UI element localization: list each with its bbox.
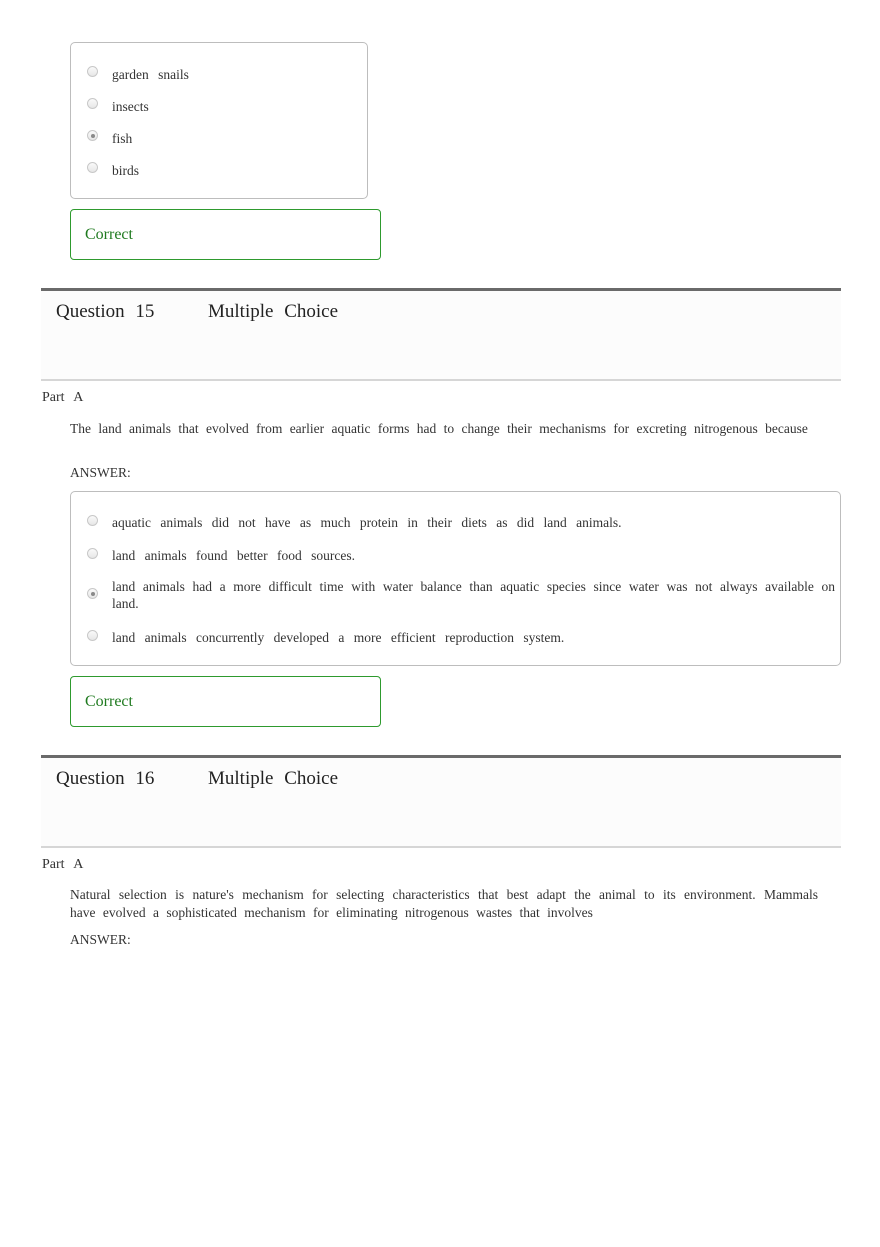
q15-option-3[interactable]	[87, 578, 835, 612]
q16-type: Multiple Choice	[208, 768, 339, 789]
q15-type: Multiple Choice	[208, 301, 339, 322]
q16-title: Question 16	[56, 768, 155, 789]
q15-divider	[41, 379, 841, 381]
q16-question-text: Natural selection is nature's mechanism for selecting characteristics that best adapt the animal to its environment. Mammals have evolved a sophisticated mechanism for eliminating nitrogenous wastes that involves	[70, 887, 818, 920]
q15-option-2[interactable]	[87, 547, 812, 564]
q14-option-1-label: garden snails	[112, 67, 189, 82]
q15-feedback-text: Correct	[85, 692, 133, 710]
q16-divider	[41, 846, 841, 848]
q16-answer-label: ANSWER:	[70, 932, 131, 947]
q15-answer-label: ANSWER:	[70, 465, 131, 480]
q14-option-3[interactable]	[87, 130, 132, 147]
q14-radio-3[interactable]	[87, 130, 98, 141]
q15-option-4-label: land animals concurrently developed a more efficient reproduction system.	[112, 630, 565, 645]
q14-option-4-label: birds	[112, 163, 139, 178]
q15-option-3-label: land animals had a more difficult time with water balance than aquatic species since water was not always available on land.	[112, 579, 835, 611]
q14-feedback-box	[70, 209, 381, 260]
q15-option-2-label: land animals found better food sources.	[112, 548, 355, 563]
q14-option-1[interactable]	[87, 66, 189, 83]
q14-radio-2[interactable]	[87, 98, 98, 109]
q14-radio-1[interactable]	[87, 66, 98, 77]
q15-radio-3[interactable]	[87, 588, 98, 599]
q15-option-1-label: aquatic animals did not have as much protein in their diets as did land animals.	[112, 515, 622, 530]
q16-header	[41, 758, 841, 846]
q14-option-4[interactable]	[87, 162, 139, 179]
q15-option-1[interactable]	[87, 514, 812, 531]
q15-question-text: The land animals that evolved from earlier aquatic forms had to change their mechanisms for excreting nitrogenous because	[70, 421, 808, 436]
q15-options-panel	[70, 491, 841, 666]
q15-title: Question 15	[56, 301, 155, 322]
q14-feedback-text: Correct	[85, 225, 133, 243]
q15-radio-2[interactable]	[87, 548, 98, 559]
q15-option-4[interactable]	[87, 629, 812, 646]
q15-feedback-box	[70, 676, 381, 727]
q15-radio-4[interactable]	[87, 630, 98, 641]
q15-header	[41, 291, 841, 379]
q14-radio-4[interactable]	[87, 162, 98, 173]
q14-option-2[interactable]	[87, 98, 149, 115]
q14-option-3-label: fish	[112, 131, 133, 146]
q15-part-label: Part A	[42, 390, 84, 405]
q15-radio-1[interactable]	[87, 515, 98, 526]
q14-options-panel	[70, 42, 368, 199]
q16-part-label: Part A	[42, 857, 84, 872]
q14-option-2-label: insects	[112, 99, 149, 114]
